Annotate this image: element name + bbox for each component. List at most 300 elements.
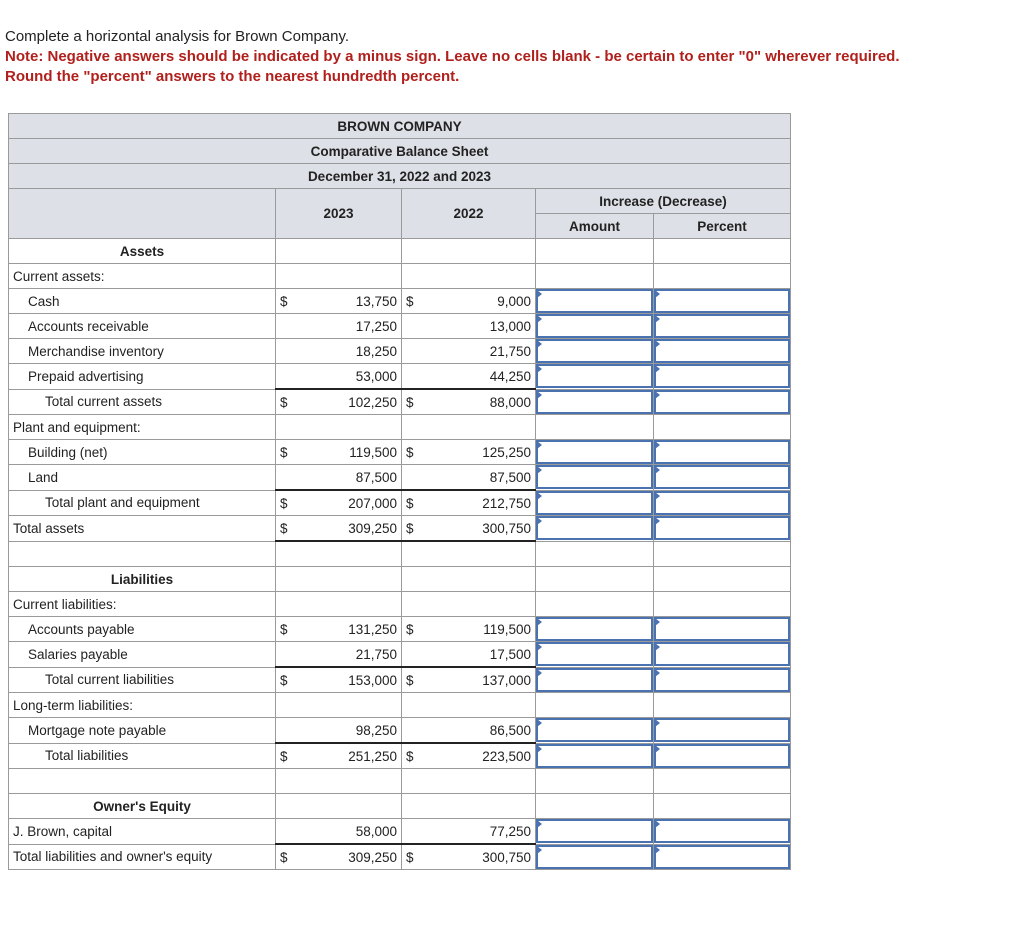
value-2023 xyxy=(276,415,402,440)
percent-cell xyxy=(654,617,791,642)
amount-cell xyxy=(536,819,654,845)
table-row xyxy=(9,567,791,592)
row-label: Total plant and equipment xyxy=(9,490,276,516)
amount-value: 212,750 xyxy=(482,495,531,511)
amount-cell xyxy=(536,239,654,264)
amount-cell xyxy=(536,541,654,567)
percent-cell xyxy=(654,239,791,264)
percent-input[interactable] xyxy=(654,819,790,843)
value-2022 xyxy=(402,794,536,819)
value-2023 xyxy=(276,239,402,264)
value-2023 xyxy=(276,516,402,542)
percent-cell xyxy=(654,440,791,465)
input-flag-icon xyxy=(537,820,542,828)
input-flag-icon xyxy=(655,365,660,373)
currency-symbol: $ xyxy=(280,849,288,865)
value-cell xyxy=(406,647,531,662)
value-2023 xyxy=(276,264,402,289)
percent-cell xyxy=(654,289,791,314)
amount-value: 309,250 xyxy=(348,849,397,865)
value-2022 xyxy=(402,718,536,744)
input-flag-icon xyxy=(655,618,660,626)
value-2022 xyxy=(402,592,536,617)
amount-value: 86,500 xyxy=(489,722,531,738)
input-flag-icon xyxy=(537,290,542,298)
percent-cell xyxy=(654,844,791,870)
currency-symbol: $ xyxy=(280,394,288,410)
value-2023 xyxy=(276,718,402,744)
percent-input[interactable] xyxy=(654,339,790,363)
row-label: Salaries payable xyxy=(9,642,276,668)
table-row xyxy=(9,844,791,870)
amount-value: 53,000 xyxy=(355,368,397,384)
amount-cell xyxy=(536,440,654,465)
amount-input[interactable] xyxy=(536,845,653,869)
row-label: Total current liabilities xyxy=(9,667,276,693)
value-2023 xyxy=(276,642,402,668)
amount-value: 309,250 xyxy=(348,520,397,536)
value-cell xyxy=(280,622,397,637)
amount-value: 102,250 xyxy=(348,394,397,410)
input-flag-icon xyxy=(655,340,660,348)
value-2022 xyxy=(402,769,536,794)
row-label: Building (net) xyxy=(9,440,276,465)
value-2023 xyxy=(276,364,402,390)
percent-cell xyxy=(654,567,791,592)
percent-cell xyxy=(654,364,791,390)
value-2023 xyxy=(276,743,402,769)
currency-symbol: $ xyxy=(280,495,288,511)
table-row xyxy=(9,819,791,845)
amount-cell xyxy=(536,264,654,289)
amount-value: 77,250 xyxy=(489,823,531,839)
amount-value: 88,000 xyxy=(489,394,531,410)
value-cell xyxy=(280,723,397,738)
amount-value: 87,500 xyxy=(355,469,397,485)
currency-symbol: $ xyxy=(280,748,288,764)
input-flag-icon xyxy=(655,466,660,474)
currency-symbol: $ xyxy=(406,621,414,637)
year-2022-header: 2022 xyxy=(402,189,536,239)
value-2023 xyxy=(276,592,402,617)
value-cell xyxy=(280,824,397,839)
value-cell xyxy=(406,496,531,511)
currency-symbol: $ xyxy=(406,293,414,309)
value-2023 xyxy=(276,567,402,592)
table-row xyxy=(9,415,791,440)
percent-input[interactable] xyxy=(654,718,790,742)
value-cell xyxy=(406,723,531,738)
input-flag-icon xyxy=(655,290,660,298)
value-2022 xyxy=(402,567,536,592)
row-label: Land xyxy=(9,465,276,491)
percent-header: Percent xyxy=(654,214,791,239)
value-cell xyxy=(406,470,531,485)
value-cell xyxy=(280,395,397,410)
row-label xyxy=(9,541,276,567)
percent-cell xyxy=(654,642,791,668)
amount-cell xyxy=(536,769,654,794)
value-cell xyxy=(280,749,397,764)
percent-input[interactable] xyxy=(654,744,790,768)
amount-cell xyxy=(536,465,654,491)
input-flag-icon xyxy=(537,517,542,525)
value-cell xyxy=(406,395,531,410)
row-label: Total liabilities and owner's equity xyxy=(9,844,276,870)
percent-cell xyxy=(654,819,791,845)
table-row xyxy=(9,364,791,390)
amount-cell xyxy=(536,592,654,617)
input-flag-icon xyxy=(655,846,660,854)
amount-cell xyxy=(536,490,654,516)
value-2023 xyxy=(276,339,402,364)
value-2022 xyxy=(402,516,536,542)
value-cell xyxy=(406,622,531,637)
table-row xyxy=(9,239,791,264)
amount-cell xyxy=(536,314,654,339)
balance-sheet-table xyxy=(8,113,791,870)
table-row xyxy=(9,592,791,617)
input-flag-icon xyxy=(537,315,542,323)
amount-cell xyxy=(536,844,654,870)
percent-cell xyxy=(654,794,791,819)
company-name: BROWN COMPANY xyxy=(9,114,791,139)
amount-input[interactable] xyxy=(536,642,653,666)
input-flag-icon xyxy=(655,441,660,449)
amount-cell xyxy=(536,642,654,668)
row-label: Current liabilities: xyxy=(9,592,276,617)
value-2022 xyxy=(402,642,536,668)
amount-input[interactable] xyxy=(536,364,653,388)
row-label: Assets xyxy=(9,239,276,264)
row-label: Accounts receivable xyxy=(9,314,276,339)
percent-cell xyxy=(654,389,791,415)
percent-input[interactable] xyxy=(654,491,790,515)
amount-cell xyxy=(536,516,654,542)
row-label: Liabilities xyxy=(9,567,276,592)
year-2023-header: 2023 xyxy=(276,189,402,239)
percent-input[interactable] xyxy=(654,440,790,464)
currency-symbol: $ xyxy=(280,520,288,536)
row-label: J. Brown, capital xyxy=(9,819,276,845)
row-label: Accounts payable xyxy=(9,617,276,642)
header-blank xyxy=(9,189,276,239)
rounding-note: Round the "percent" answers to the nearest hundredth percent. xyxy=(5,68,460,85)
value-2022 xyxy=(402,239,536,264)
input-flag-icon xyxy=(537,441,542,449)
percent-cell xyxy=(654,667,791,693)
row-label: Current assets: xyxy=(9,264,276,289)
percent-cell xyxy=(654,592,791,617)
value-2023 xyxy=(276,693,402,718)
amount-value: 119,500 xyxy=(483,621,531,637)
row-label: Total assets xyxy=(9,516,276,542)
value-cell xyxy=(406,850,531,865)
input-flag-icon xyxy=(655,315,660,323)
amount-input[interactable] xyxy=(536,668,653,692)
input-flag-icon xyxy=(537,719,542,727)
input-flag-icon xyxy=(537,669,542,677)
value-2023 xyxy=(276,794,402,819)
value-2023 xyxy=(276,465,402,491)
currency-symbol: $ xyxy=(280,444,288,460)
input-flag-icon xyxy=(655,492,660,500)
value-cell xyxy=(280,673,397,688)
row-label xyxy=(9,769,276,794)
statement-title: Comparative Balance Sheet xyxy=(9,139,791,164)
amount-value: 300,750 xyxy=(482,520,531,536)
table-row xyxy=(9,667,791,693)
amount-value: 17,250 xyxy=(355,318,397,334)
value-2022 xyxy=(402,339,536,364)
amount-input[interactable] xyxy=(536,516,653,540)
input-flag-icon xyxy=(537,340,542,348)
currency-symbol: $ xyxy=(406,672,414,688)
value-2023 xyxy=(276,667,402,693)
input-flag-icon xyxy=(655,745,660,753)
value-2023 xyxy=(276,314,402,339)
value-2023 xyxy=(276,844,402,870)
input-flag-icon xyxy=(655,391,660,399)
amount-value: 251,250 xyxy=(348,748,397,764)
note-text: Note: Negative answers should be indicated by a minus sign. Leave no cells blank - be certain to enter "0" wherever required. xyxy=(5,48,900,65)
currency-symbol: $ xyxy=(406,520,414,536)
value-2022 xyxy=(402,693,536,718)
currency-symbol: $ xyxy=(406,748,414,764)
instruction-text: Complete a horizontal analysis for Brown Company. xyxy=(5,28,350,45)
table-row xyxy=(9,693,791,718)
input-flag-icon xyxy=(655,669,660,677)
table-row xyxy=(9,339,791,364)
input-flag-icon xyxy=(655,517,660,525)
amount-cell xyxy=(536,339,654,364)
percent-cell xyxy=(654,339,791,364)
value-2023 xyxy=(276,440,402,465)
value-2023 xyxy=(276,819,402,845)
value-cell xyxy=(406,749,531,764)
table-row xyxy=(9,743,791,769)
value-2023 xyxy=(276,769,402,794)
value-cell xyxy=(280,294,397,309)
row-label: Total current assets xyxy=(9,389,276,415)
amount-input[interactable] xyxy=(536,617,653,641)
amount-input[interactable] xyxy=(536,440,653,464)
value-2022 xyxy=(402,667,536,693)
percent-input[interactable] xyxy=(654,390,790,414)
value-2023 xyxy=(276,617,402,642)
amount-cell xyxy=(536,364,654,390)
currency-symbol: $ xyxy=(406,394,414,410)
value-2022 xyxy=(402,415,536,440)
amount-value: 300,750 xyxy=(482,849,531,865)
table-row xyxy=(9,541,791,567)
amount-value: 119,500 xyxy=(349,444,397,460)
amount-cell xyxy=(536,743,654,769)
table-row xyxy=(9,794,791,819)
amount-cell xyxy=(536,794,654,819)
amount-value: 18,250 xyxy=(355,343,397,359)
percent-input[interactable] xyxy=(654,465,790,489)
value-2022 xyxy=(402,364,536,390)
value-2023 xyxy=(276,541,402,567)
table-row xyxy=(9,264,791,289)
percent-cell xyxy=(654,743,791,769)
value-2022 xyxy=(402,264,536,289)
value-cell xyxy=(406,344,531,359)
percent-input[interactable] xyxy=(654,642,790,666)
row-label: Prepaid advertising xyxy=(9,364,276,390)
input-flag-icon xyxy=(537,365,542,373)
percent-input[interactable] xyxy=(654,845,790,869)
statement-date: December 31, 2022 and 2023 xyxy=(9,164,791,189)
value-2023 xyxy=(276,389,402,415)
percent-cell xyxy=(654,490,791,516)
percent-cell xyxy=(654,314,791,339)
percent-cell xyxy=(654,769,791,794)
percent-input[interactable] xyxy=(654,617,790,641)
amount-value: 137,000 xyxy=(482,672,531,688)
percent-input[interactable] xyxy=(654,364,790,388)
value-cell xyxy=(280,521,397,536)
amount-value: 44,250 xyxy=(489,368,531,384)
input-flag-icon xyxy=(537,745,542,753)
percent-cell xyxy=(654,415,791,440)
amount-cell xyxy=(536,718,654,744)
amount-value: 21,750 xyxy=(489,343,531,359)
amount-cell xyxy=(536,617,654,642)
currency-symbol: $ xyxy=(280,672,288,688)
input-flag-icon xyxy=(655,643,660,651)
table-row xyxy=(9,314,791,339)
amount-cell xyxy=(536,667,654,693)
value-cell xyxy=(280,850,397,865)
percent-input[interactable] xyxy=(654,516,790,540)
table-row xyxy=(9,465,791,491)
table-row xyxy=(9,440,791,465)
amount-value: 207,000 xyxy=(348,495,397,511)
value-cell xyxy=(406,824,531,839)
table-row xyxy=(9,642,791,668)
input-flag-icon xyxy=(537,643,542,651)
amount-value: 13,750 xyxy=(355,293,397,309)
row-label: Cash xyxy=(9,289,276,314)
value-2022 xyxy=(402,844,536,870)
amount-input[interactable] xyxy=(536,465,653,489)
value-cell xyxy=(406,319,531,334)
amount-input[interactable] xyxy=(536,819,653,843)
value-cell xyxy=(406,369,531,384)
percent-cell xyxy=(654,465,791,491)
input-flag-icon xyxy=(537,618,542,626)
percent-input[interactable] xyxy=(654,289,790,313)
instructions xyxy=(5,27,900,87)
value-cell xyxy=(406,673,531,688)
amount-value: 13,000 xyxy=(489,318,531,334)
table-row xyxy=(9,769,791,794)
currency-symbol: $ xyxy=(406,444,414,460)
value-cell xyxy=(406,294,531,309)
amount-value: 87,500 xyxy=(489,469,531,485)
percent-cell xyxy=(654,693,791,718)
value-cell xyxy=(280,344,397,359)
value-cell xyxy=(280,470,397,485)
amount-value: 98,250 xyxy=(355,722,397,738)
value-2022 xyxy=(402,743,536,769)
percent-cell xyxy=(654,541,791,567)
input-flag-icon xyxy=(655,719,660,727)
amount-input[interactable] xyxy=(536,390,653,414)
input-flag-icon xyxy=(537,846,542,854)
amount-cell xyxy=(536,289,654,314)
value-cell xyxy=(280,445,397,460)
amount-value: 21,750 xyxy=(355,646,397,662)
input-flag-icon xyxy=(537,466,542,474)
percent-cell xyxy=(654,516,791,542)
row-label: Owner's Equity xyxy=(9,794,276,819)
increase-decrease-header: Increase (Decrease) xyxy=(536,189,791,214)
amount-cell xyxy=(536,567,654,592)
value-cell xyxy=(406,521,531,536)
value-cell xyxy=(280,496,397,511)
amount-input[interactable] xyxy=(536,744,653,768)
input-flag-icon xyxy=(537,492,542,500)
value-2022 xyxy=(402,440,536,465)
amount-value: 125,250 xyxy=(482,444,531,460)
percent-cell xyxy=(654,718,791,744)
amount-input[interactable] xyxy=(536,491,653,515)
input-flag-icon xyxy=(655,820,660,828)
table-row xyxy=(9,718,791,744)
amount-value: 17,500 xyxy=(489,646,531,662)
table-row xyxy=(9,389,791,415)
amount-input[interactable] xyxy=(536,339,653,363)
currency-symbol: $ xyxy=(280,293,288,309)
amount-cell xyxy=(536,693,654,718)
amount-value: 153,000 xyxy=(348,672,397,688)
percent-input[interactable] xyxy=(654,668,790,692)
value-2022 xyxy=(402,389,536,415)
amount-input[interactable] xyxy=(536,289,653,313)
value-2022 xyxy=(402,617,536,642)
currency-symbol: $ xyxy=(406,849,414,865)
table-row xyxy=(9,516,791,542)
table-row xyxy=(9,617,791,642)
amount-value: 131,250 xyxy=(348,621,397,637)
percent-input[interactable] xyxy=(654,314,790,338)
amount-input[interactable] xyxy=(536,314,653,338)
value-2023 xyxy=(276,490,402,516)
table-row xyxy=(9,289,791,314)
value-2022 xyxy=(402,289,536,314)
row-label: Mortgage note payable xyxy=(9,718,276,744)
value-2022 xyxy=(402,819,536,845)
value-2022 xyxy=(402,541,536,567)
value-2022 xyxy=(402,465,536,491)
value-cell xyxy=(280,319,397,334)
row-label: Long-term liabilities: xyxy=(9,693,276,718)
value-2022 xyxy=(402,314,536,339)
amount-input[interactable] xyxy=(536,718,653,742)
percent-cell xyxy=(654,264,791,289)
value-2022 xyxy=(402,490,536,516)
amount-value: 223,500 xyxy=(482,748,531,764)
table-row xyxy=(9,490,791,516)
amount-cell xyxy=(536,415,654,440)
value-cell xyxy=(280,647,397,662)
value-cell xyxy=(406,445,531,460)
input-flag-icon xyxy=(537,391,542,399)
amount-cell xyxy=(536,389,654,415)
